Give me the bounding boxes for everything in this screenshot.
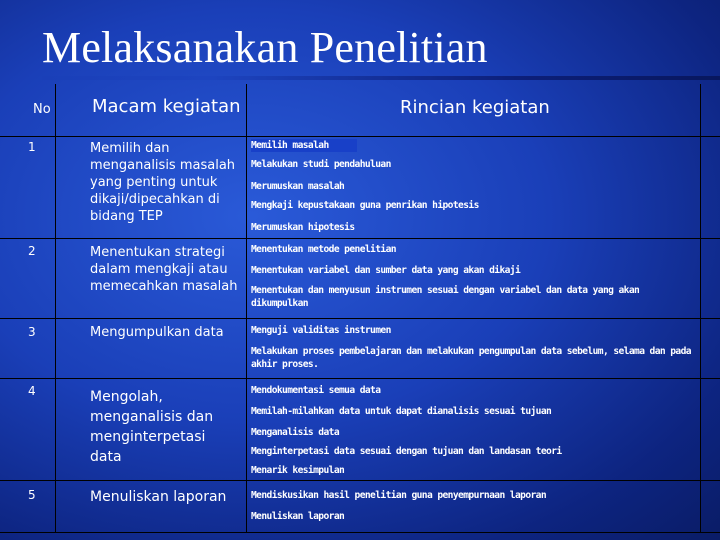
detail-item: Menentukan dan menyusun instrumen sesuai dengan variabel dan data yang akan dikumpulkan [251, 285, 640, 309]
detail-item: Menguji validitas instrumen [251, 325, 391, 336]
detail-item: Menarik kesimpulan [251, 465, 345, 476]
header-macam-kegiatan: Macam kegiatan [92, 96, 241, 117]
slide-title: Melaksanakan Penelitian [42, 23, 488, 72]
detail-item: Menuliskan laporan [251, 511, 345, 522]
row-number: 5 [28, 488, 36, 502]
detail-item: Menganalisis data [251, 427, 339, 438]
row-number: 1 [28, 140, 36, 154]
detail-item: Menentukan metode penelitian [251, 244, 396, 255]
detail-item: Melakukan proses pembelajaran dan melakukan pengumpulan data sebelum, selama dan pada akhir proses. [251, 346, 691, 370]
row-number: 4 [28, 384, 36, 398]
detail-item: Menginterpetasi data sesuai dengan tujuan dan landasan teori [251, 446, 562, 457]
detail-item: Memilah-milahkan data untuk dapat dianalisis sesuai tujuan [251, 406, 552, 417]
title-underline [42, 76, 720, 80]
detail-item: Mendiskusikan hasil penelitian guna penyempurnaan laporan [251, 490, 547, 501]
header-rincian-kegiatan: Rincian kegiatan [400, 97, 550, 118]
detail-item: Mendokumentasi semua data [251, 385, 381, 396]
activity-cell: Mengolah, menganalisis dan menginterpetasi data [90, 389, 214, 465]
detail-item: Mengkaji kepustakaan guna penrikan hipotesis [251, 200, 479, 211]
detail-item: Menentukan variabel dan sumber data yang akan dikaji [251, 265, 521, 276]
detail-item: Melakukan studi pendahuluan [251, 159, 391, 170]
activity-cell: Memilih dan menganalisis masalah yang penting untuk dikaji/dipecahkan di bidang TEP [90, 141, 236, 224]
row-number: 3 [28, 325, 36, 339]
activity-cell: Mengumpulkan data [90, 325, 224, 340]
detail-item: Merumuskan masalah [251, 181, 345, 192]
header-no: No [33, 102, 51, 117]
row-number: 2 [28, 244, 36, 258]
detail-item: Memilih masalah [251, 139, 357, 152]
activity-cell: Menentukan strategi dalam mengkaji atau memecahkan masalah [90, 245, 238, 294]
activity-cell: Menuliskan laporan [90, 489, 227, 505]
detail-item: Merumuskan hipotesis [251, 222, 355, 233]
